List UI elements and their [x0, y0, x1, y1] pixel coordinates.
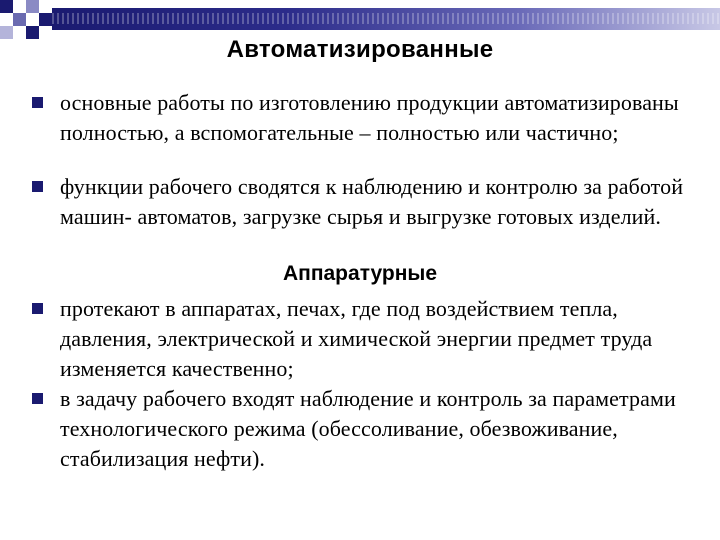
- deco-square: [0, 0, 13, 13]
- deco-square: [13, 13, 26, 26]
- square-bullet-icon: [32, 97, 43, 108]
- list-item-text: протекают в аппаратах, печах, где под воздействием тепла, давления, электрической и химической энергии предмет труда изменяется качественно;: [60, 296, 653, 381]
- list-item-text: в задачу рабочего входят наблюдение и контроль за параметрами технологического режима (обессоливание, обезвоживание, стабилизация нефти).: [60, 386, 676, 471]
- deco-square: [39, 13, 52, 26]
- square-bullet-icon: [32, 181, 43, 192]
- list-item-text: основные работы по изготовлению продукции автоматизированы полностью, а вспомогательные – полностью или частично;: [60, 90, 679, 145]
- section-subheading: Аппаратурные: [282, 262, 438, 285]
- slide-title: Автоматизированные: [226, 36, 494, 63]
- square-bullet-icon: [32, 303, 43, 314]
- square-bullet-icon: [32, 393, 43, 404]
- deco-square: [26, 0, 39, 13]
- header-band-texture: [52, 13, 720, 24]
- list-item-text: функции рабочего сводятся к наблюдению и контролю за работой машин- автоматов, загрузке сырья и выгрузке готовых изделий.: [60, 174, 684, 229]
